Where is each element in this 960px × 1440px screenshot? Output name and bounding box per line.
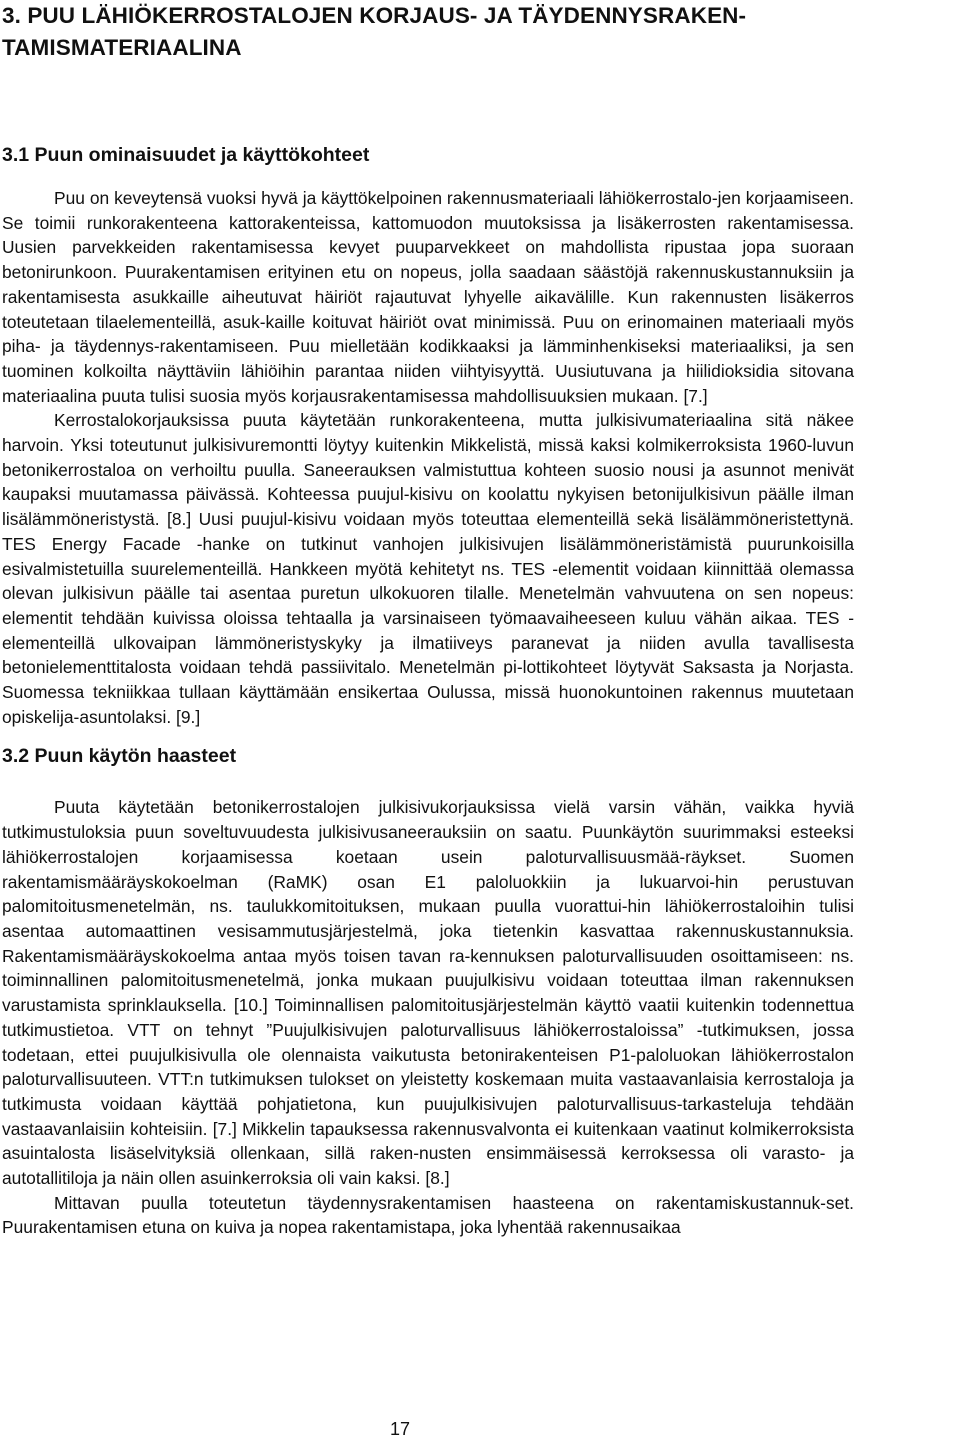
paragraph: Puuta käytetään betonikerrostalojen julkisivukorjauksissa vielä varsin vähän, vaikka hyviä tutkimustuloksia puun soveltuvuudesta julkisivusaneerauksiin on saatu. Puunkäytön suurimmaksi esteeksi lähiökerrostalojen korjaamisessa koetaan usein paloturvallisuusmää-räykset. Suomen rakentamismääräyskokoelman (RaMK) osan E1 paloluokkiin ja lukuarvoi-hin perustuvan palomitoitusmenetelmän, ns. taulukkomitoituksen, mukaan puulla vuorattui-hin lähiökerrostaloihin tulisi asentaa automaattinen vesisammutusjärjestelmä, joka tietenkin kasvattaa rakennuskustannuksia. Rakentamismääräyskokoelma antaa myös toisen tavan ra-kennuksen paloturvallisuuden osoittamiseen: ns. toiminnallinen palomitoitusmenetelmä, jonka mukaan puujulkisivu voidaan toteuttaa ilman rakennuksen varustamista sprinklauksella. [10.] Toiminnallisen palomitoitusjärjestelmän käyttö vaatii kuitenkin todennettua tutkimustietoa. VTT on tehnyt ”Puujulkisivujen paloturvallisuus lähiökerrostaloissa” -tutkimuksen, jossa todetaan, ettei puujulkisivulla ole olennaista vaikutusta betonirakenteisen P1-paloluokan lähiökerrostalon paloturvallisuuteen. VTT:n tutkimuksen tulokset on yleistetty koskemaan muita vastaavanlaisia kerrostaloja ja tutkimusta voidaan käyttää pohjatietona, kun puujulkisivujen paloturvallisuus-tarkasteluja tehdään vastaavanlaisiin kohteisiin. [7.] Mikkelin tapauksessa rakennusvalvonta ei kuitenkaan vaatinut kolmikerroksista asuintalosta lisäselvityksiä ollenkaan, sillä raken-nusten ensimmäisessä kerroksessa oli varasto- ja autotallitiloja ja näin ollen asuinkerroksia oli vain kaksi. [8.]	[2, 797, 854, 1189]
paragraph: Mittavan puulla toteutetun täydennysrakentamisen haasteena on rakentamiskustannuk-set. Puurakentamisen etuna on kuiva ja nopea rakentamistapa, joka lyhentää rakennusaikaa	[2, 1192, 854, 1238]
paragraph: Kerrostalokorjauksissa puuta käytetään runkorakenteena, mutta julkisivumateriaalina sitä näkee harvoin. Yksi toteutunut julkisivuremontti löytyy kuitenkin Mikkelistä, missä kaksi kolmikerroksista 1960-luvun betonikerrostaloa on verhoiltu puulla. Saneerauksen valmistuttua kohteen suosio nousi ja asunnot menivät kaupaksi muutamassa päivässä. Kohteessa puujul-kisivu on koolattu nykyisen betonijulkisivun päälle ilman lisälämmöneristystä. [8.] Uusi puujul-kisivu voidaan myös toteuttaa elementeillä sekä lisälämmöneristettynä. TES Energy Facade -hanke on tutkinut vanhojen julkisivujen lisälämmöneristämistä puurunkoisilla esivalmistetuilla suurelementeillä. Hankkeen myötä kehitetyt ns. TES -elementit voidaan kiinnittää olemassa olevan julkisivun päälle tai asentaa puretun ulkokuoren tilalle. Menetelmän vahvuutena on sen nopeus: elementit tehdään kuivissa oloissa tehtaalla ja varsinaiseen työmaavaiheeseen kuluu vähän aikaa. TES -elementeillä ulkovaipan lämmöneristyskyky ja ilmatiiveys paranevat ja niiden avulla tavallisesta betonielementtitalosta voidaan tehdä passiivitalo. Menetelmän pi-lottikohteet löytyvät Saksasta ja Norjasta. Suomessa tekniikkaa tullaan käyttämään ensikertaa Oulussa, missä huonokuntoinen rakennus muutetaan opiskelija-asuntolaksi. [9.]	[2, 410, 854, 727]
paragraph: Puu on keveytensä vuoksi hyvä ja käyttökelpoinen rakennusmateriaali lähiökerrostalo-jen korjaamiseen. Se toimii runkorakenteena kattorakenteissa, kattomuodon muutoksissa ja lisäkerrosten rakentamisessa. Uusien parvekkeiden rakentamisessa kevyet puuparvekkeet on mahdollista ripustaa jopa suoraan betonirunkoon. Puurakentamisen erityinen etu on nopeus, jolla saadaan säästöjä rakennuskustannuksiin ja rakentamisesta asukkaille aiheutuvat häiriöt rajautuvat lyhyelle aikavälille. Kun rakennusten lisäkerros toteutetaan tilaelementeillä, asuk-kaille koituvat häiriöt ovat minimissä. Puu on erinomainen materiaali myös piha- ja täydennys-rakentamiseen. Puu mielletään kodikkaaksi ja lämminhenkiseksi materiaaliksi, ja sen tuominen kolkoilta näyttäviin lähiöihin parantaa niiden viihtyisyyttä. Uusiutuvana ja hiilidioksidia sitovana materiaalina puuta tulisi suosia myös korjausrakentamisessa mahdollisuuksien mukaan. [7.]	[2, 188, 854, 406]
chapter-title: 3. PUU LÄHIÖKERROSTALOJEN KORJAUS- JA TÄYDENNYSRAKEN-TAMISMATERIAALINA	[2, 3, 747, 60]
section-heading-3-1: 3.1 Puun ominaisuudet ja käyttökohteet	[2, 144, 370, 166]
page-number: 17	[389, 1419, 411, 1439]
section-heading-3-2: 3.2 Puun käytön haasteet	[2, 745, 237, 768]
page-content	[2, 0, 854, 1240]
